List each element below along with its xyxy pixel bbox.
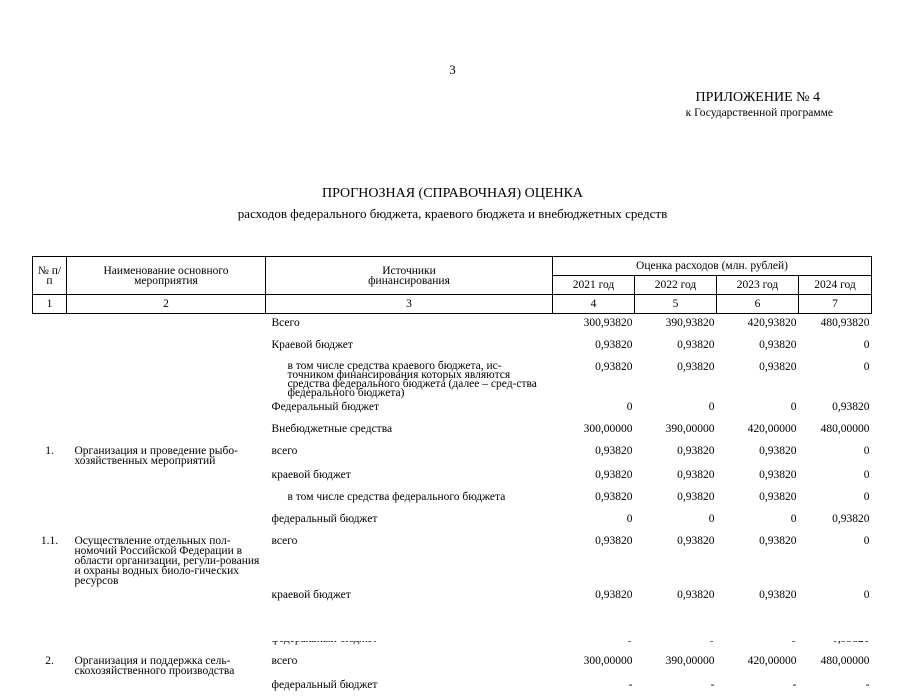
document-title: ПРОГНОЗНАЯ (СПРАВОЧНАЯ) ОЦЕНКА xyxy=(0,186,905,202)
row-number xyxy=(33,488,67,510)
expense-value: 0,93820 xyxy=(635,488,717,510)
expense-value: 0 xyxy=(799,466,872,488)
row-number: 1.1. xyxy=(33,532,67,586)
expense-value: 0,93820 xyxy=(635,532,717,586)
header-estimate: Оценка расходов (млн. рублей) xyxy=(553,257,872,276)
expense-value: - xyxy=(553,676,635,698)
expense-value: 0,93820 xyxy=(553,442,635,466)
table-row xyxy=(33,652,872,676)
expense-value: 0,93820 xyxy=(799,398,872,420)
activity-name xyxy=(67,676,266,698)
expense-value: 0 xyxy=(717,510,799,532)
expense-value: 300,00000 xyxy=(553,420,635,442)
expense-value: 0,93820 xyxy=(717,466,799,488)
row-number xyxy=(33,358,67,398)
expense-value: 390,00000 xyxy=(635,652,717,676)
funding-source: в том числе средства федерального бюджета xyxy=(266,488,553,510)
activity-name xyxy=(67,586,266,608)
column-number: 2 xyxy=(67,295,266,314)
expense-value: 0 xyxy=(635,510,717,532)
expense-value: - xyxy=(799,676,872,698)
activity-name: Осуществление отдельных пол-номочий Российской Федерации в области организации, регули-рования и охраны водных биоло-гических ресурсов xyxy=(67,532,266,586)
header-name: Наименование основного мероприятия xyxy=(67,257,266,295)
table-row xyxy=(33,398,872,420)
table-row xyxy=(33,358,872,398)
funding-source: всего xyxy=(266,532,553,586)
document-subtitle: расходов федерального бюджета, краевого бюджета и внебюджетных средств xyxy=(0,206,905,222)
expense-value: 420,00000 xyxy=(717,420,799,442)
expense-value: 0,93820 xyxy=(717,586,799,608)
expense-value: 0 xyxy=(799,336,872,358)
expense-value: 0 xyxy=(799,358,872,398)
expense-value: 0,93820 xyxy=(553,358,635,398)
expense-value: 0,93820 xyxy=(635,586,717,608)
expense-value: 0,93820 xyxy=(553,336,635,358)
expense-value: 0 xyxy=(799,586,872,608)
page-number: 3 xyxy=(0,62,905,78)
expense-value: 0,93820 xyxy=(553,488,635,510)
funding-source: Федеральный бюджет xyxy=(266,398,553,420)
expense-value: 420,00000 xyxy=(717,652,799,676)
page-bottom-mask xyxy=(0,611,905,641)
expense-value: 0 xyxy=(553,398,635,420)
row-number xyxy=(33,676,67,698)
table-row xyxy=(33,532,872,586)
expense-value: 390,00000 xyxy=(635,420,717,442)
column-number: 4 xyxy=(553,295,635,314)
expense-value: 0 xyxy=(635,398,717,420)
row-number xyxy=(33,466,67,488)
row-number xyxy=(33,510,67,532)
table-row xyxy=(33,336,872,358)
expense-value: 300,00000 xyxy=(553,652,635,676)
table-row xyxy=(33,488,872,510)
expense-value: 0 xyxy=(799,442,872,466)
funding-source: Всего xyxy=(266,314,553,337)
table-row xyxy=(33,314,872,337)
expense-value: 0,93820 xyxy=(635,466,717,488)
expense-value: 0,93820 xyxy=(799,510,872,532)
activity-name: Организация и поддержка сель-скохозяйственного производства xyxy=(67,652,266,676)
table-row xyxy=(33,466,872,488)
funding-source: краевой бюджет xyxy=(266,466,553,488)
expense-value: 0,93820 xyxy=(717,488,799,510)
funding-source: всего xyxy=(266,442,553,466)
expense-value: 0,93820 xyxy=(553,466,635,488)
expense-value: 0,93820 xyxy=(717,358,799,398)
table-row xyxy=(33,442,872,466)
row-number xyxy=(33,420,67,442)
expense-value: 0,93820 xyxy=(553,586,635,608)
expense-value: 0 xyxy=(717,398,799,420)
activity-name xyxy=(67,466,266,488)
expense-value: 0 xyxy=(799,532,872,586)
expense-value: 0,93820 xyxy=(717,336,799,358)
activity-name: Организация и проведение рыбо-хозяйственных мероприятий xyxy=(67,442,266,466)
activity-name xyxy=(67,420,266,442)
expense-value: 390,93820 xyxy=(635,314,717,337)
table-row xyxy=(33,510,872,532)
row-number xyxy=(33,398,67,420)
expense-value: 0,93820 xyxy=(717,532,799,586)
row-number xyxy=(33,314,67,337)
activity-name xyxy=(67,398,266,420)
table-row xyxy=(33,586,872,608)
expense-value: 0,93820 xyxy=(553,532,635,586)
funding-source: краевой бюджет xyxy=(266,586,553,608)
expense-value: 300,93820 xyxy=(553,314,635,337)
expense-value: - xyxy=(717,676,799,698)
column-number: 3 xyxy=(266,295,553,314)
expense-value: 0,93820 xyxy=(635,336,717,358)
activity-name xyxy=(67,358,266,398)
expense-value: 480,93820 xyxy=(799,314,872,337)
row-number xyxy=(33,336,67,358)
expense-value: 0,93820 xyxy=(635,358,717,398)
table-row xyxy=(33,676,872,698)
expense-value: 0 xyxy=(553,510,635,532)
expense-value: 0,93820 xyxy=(717,442,799,466)
header-year: 2022 год xyxy=(635,276,717,295)
expense-value: 480,00000 xyxy=(799,420,872,442)
activity-name xyxy=(67,314,266,337)
funding-source: Краевой бюджет xyxy=(266,336,553,358)
appendix-subtitle: к Государственной программе xyxy=(686,107,833,119)
column-number: 6 xyxy=(717,295,799,314)
expense-value: 480,00000 xyxy=(799,652,872,676)
expense-value: 0,93820 xyxy=(635,442,717,466)
activity-name xyxy=(67,488,266,510)
column-number: 7 xyxy=(799,295,872,314)
header-year: 2021 год xyxy=(553,276,635,295)
funding-source: Внебюджетные средства xyxy=(266,420,553,442)
expense-value: 420,93820 xyxy=(717,314,799,337)
header-no: № п/п xyxy=(33,257,67,295)
table-row xyxy=(33,420,872,442)
funding-source: федеральный бюджет xyxy=(266,676,553,698)
header-year: 2023 год xyxy=(717,276,799,295)
column-number: 5 xyxy=(635,295,717,314)
expense-value: - xyxy=(635,676,717,698)
row-number xyxy=(33,586,67,608)
header-source: Источники финансирования xyxy=(266,257,553,295)
activity-name xyxy=(67,336,266,358)
appendix-title: ПРИЛОЖЕНИЕ № 4 xyxy=(696,90,821,106)
funding-source: федеральный бюджет xyxy=(266,510,553,532)
column-number: 1 xyxy=(33,295,67,314)
funding-source: в том числе средства краевого бюджета, ис-точником финансирования которых являются средства федерального бюджета (далее – сред-ства федерального бюджета) xyxy=(266,358,553,398)
activity-name xyxy=(67,510,266,532)
row-number: 1. xyxy=(33,442,67,466)
expense-value: 0 xyxy=(799,488,872,510)
row-number: 2. xyxy=(33,652,67,676)
funding-source: всего xyxy=(266,652,553,676)
header-year: 2024 год xyxy=(799,276,872,295)
